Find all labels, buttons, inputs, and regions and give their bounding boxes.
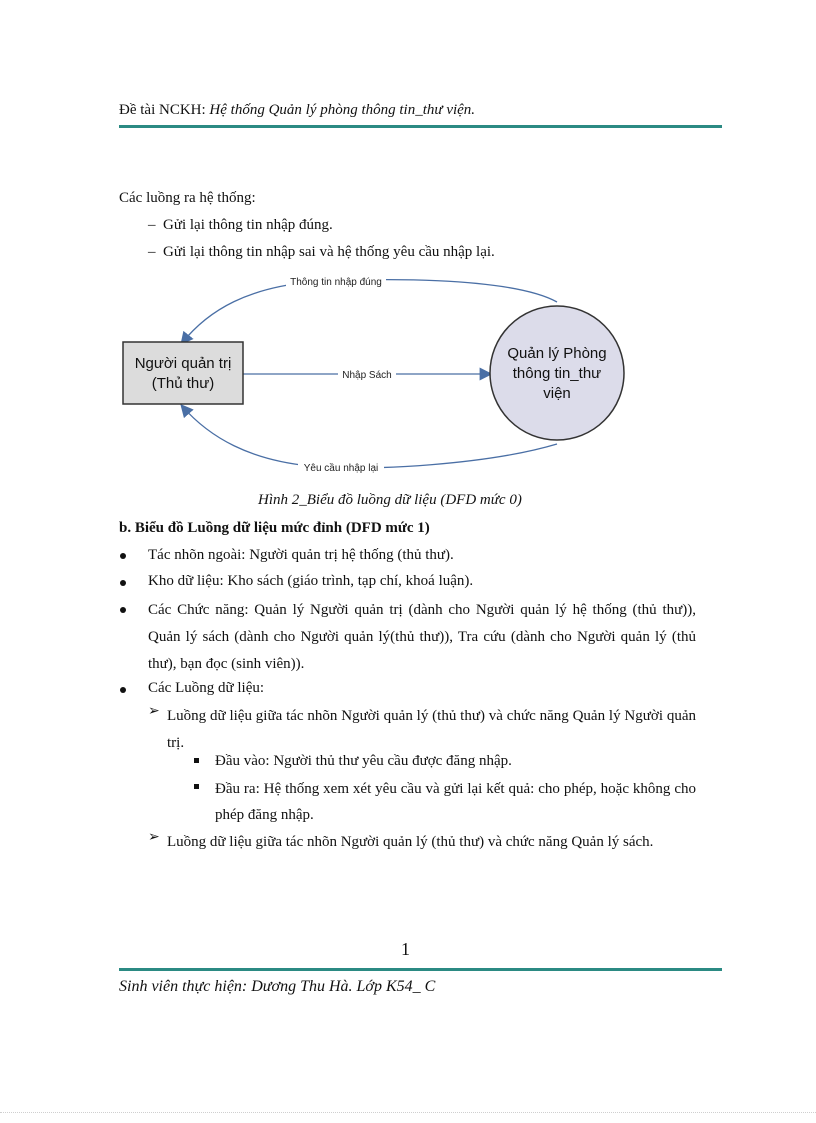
bullet-item: Kho dữ liệu: Kho sách (giáo trình, tạp chí, khoá luận). [148,573,474,589]
flow-item: Luồng dữ liệu giữa tác nhõn Người quản lý (thủ thư) và chức năng Quản lý Người quản trị. [167,708,696,751]
page-header [119,102,475,119]
output-item: – Gửi lại thông tin nhập đúng. [148,217,333,233]
page-footer: Sinh viên thực hiện: Dương Thu Hà. Lớp K54_ C [119,978,436,995]
outputs-intro: Các luồng ra hệ thống: [119,190,256,206]
flow-sub-item: Đầu ra: Hệ thống xem xét yêu cầu và gửi lại kết quả: cho phép, hoặc không cho phép đăng nhập. [215,781,696,823]
page-bottom-border [0,1112,816,1113]
process-label-line2: thông tin_thư [512,365,602,382]
dfd-diagram [110,268,630,478]
arrow-bullet-icon: ➢ [148,829,160,845]
square-bullet [194,784,199,789]
bullet-item: Các Luồng dữ liệu: [148,680,265,696]
section-heading: b. Biểu đồ Luồng dữ liệu mức đỉnh (DFD mức 1) [119,520,430,536]
bullet-dot [120,580,126,586]
footer-rule [119,968,722,971]
flow-sub-item: Đầu vào: Người thủ thư yêu cầu được đăng nhập. [215,753,512,769]
bullet-item: Các Chức năng: Quản lý Người quản trị (dành cho Người quản lý hệ thống (thủ thư)), Quản lý sách (dành cho Người quản lý(thủ thư)), Tra cứu (dành cho Người quản lý (thủ thư), bạn đọc (sinh viên)). [148,602,696,672]
flow-label-top: Thông tin nhập đúng [290,277,382,288]
header-rule [119,125,722,128]
process-label-line1: Quản lý Phòng [507,345,607,362]
flow-arrow-bottom [182,406,557,468]
bullet-dot [120,607,126,613]
bullet-item: Tác nhõn ngoài: Người quản trị hệ thống (thủ thư). [148,547,454,563]
bullet-dot [120,553,126,559]
flow-label-bottom: Yêu cầu nhập lại [303,463,379,474]
flow-label-middle: Nhập Sách [342,370,392,381]
bullet-dot [120,687,126,693]
arrow-bullet-icon: ➢ [148,703,160,719]
flow-item: Luồng dữ liệu giữa tác nhõn Người quản lý (thủ thư) và chức năng Quản lý sách. [167,834,654,850]
process-label-line3: viện [543,385,571,402]
square-bullet [194,758,199,763]
page-number: 1 [401,939,410,959]
entity-label-line1: Người quản trị [134,355,232,372]
header-title: Hệ thống Quản lý phòng thông tin_thư viện. [209,102,476,118]
entity-box [123,342,243,404]
flow-arrow-top [182,280,557,343]
entity-label-line2: (Thủ thư) [151,375,215,392]
header-prefix: Đề tài NCKH: [119,102,210,118]
figure-caption: Hình 2_Biểu đồ luồng dữ liệu (DFD mức 0) [258,492,522,508]
output-item: – Gửi lại thông tin nhập sai và hệ thống yêu cầu nhập lại. [148,244,495,260]
